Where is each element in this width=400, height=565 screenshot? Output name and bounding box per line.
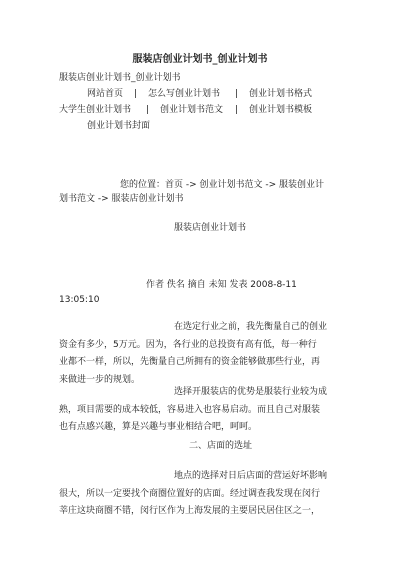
nav-link-templates[interactable]: 创业计划书模板 bbox=[249, 105, 313, 115]
article-meta: 作者 佚名 摘自 未知 发表 2008-8-11 bbox=[146, 280, 297, 290]
nav-link-samples[interactable]: 创业计划书范文 bbox=[160, 105, 224, 115]
paragraph-line: 来做进一步的规划。 bbox=[59, 374, 141, 385]
nav-separator: | bbox=[235, 89, 239, 99]
nav-link-format[interactable]: 创业计划书格式 bbox=[249, 89, 313, 99]
nav-separator: | bbox=[134, 89, 138, 99]
article-title: 服装店创业计划书 bbox=[174, 223, 247, 233]
nav-link-cover[interactable]: 创业计划书封面 bbox=[87, 121, 151, 131]
nav-link-home[interactable]: 网站首页 bbox=[87, 89, 124, 99]
article-meta-time: 13:05:10 bbox=[59, 295, 100, 305]
nav-link-how-to-write[interactable]: 怎么写创业计划书 bbox=[148, 89, 221, 99]
breadcrumb-line[interactable]: 您的位置：首页 -> 创业计划书范文 -> 服装创业计 bbox=[120, 180, 325, 190]
nav-separator: | bbox=[235, 105, 239, 115]
paragraph-line: 业都不一样，所以，先衡量自己所拥有的资金能够做那些行业，再 bbox=[59, 357, 321, 367]
paragraph-line: 在选定行业之前，我先衡量自己的创业 bbox=[174, 322, 328, 332]
paragraph bbox=[59, 468, 359, 521]
paragraph-line: 地点的选择对日后店面的营运好坏影响 bbox=[174, 471, 328, 481]
document-title: 服装店创业计划书_创业计划书 bbox=[132, 54, 268, 65]
paragraph-line: 选择开服装店的优势是服装行业较为成 bbox=[174, 387, 328, 397]
nav-separator: | bbox=[146, 105, 150, 115]
breadcrumb-line[interactable]: 划书范文 -> 服装店创业计划书 bbox=[59, 194, 184, 204]
site-subtitle: 服装店创业计划书_创业计划书 bbox=[59, 73, 181, 83]
nav-link-college[interactable]: 大学生创业计划书 bbox=[59, 105, 132, 115]
section-heading: 二、店面的选址 bbox=[189, 441, 253, 451]
paragraph bbox=[59, 384, 349, 437]
paragraph-line: 也有点感兴趣，算是兴趣与事业相结合吧，呵呵。 bbox=[59, 422, 258, 432]
paragraph-line: 很大，所以一定要找个商圈位置好的店面。经过调查我发现在闵行 bbox=[59, 488, 321, 499]
paragraph bbox=[59, 319, 349, 389]
paragraph-line: 资金有多少，5万元。因为，各行业的总投资有高有低，每一种行 bbox=[59, 339, 317, 350]
paragraph-line: 熟，项目需要的成本较低，容易进入也容易启动。而且自己对服装 bbox=[59, 404, 321, 415]
paragraph-line: 莘庄这块商圈不错，闵行区作为上海发展的主要居民居住区之一， bbox=[59, 506, 321, 516]
